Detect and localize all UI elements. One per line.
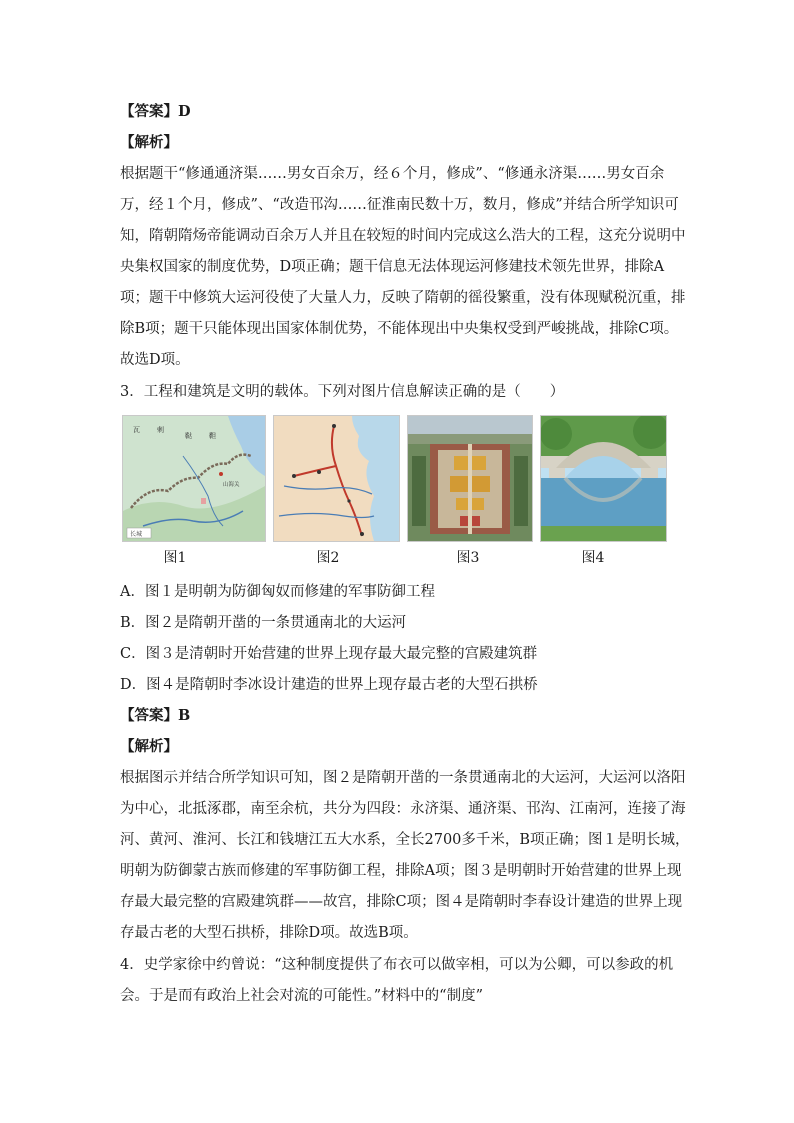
q2-analysis-line: 万，经１个月，修成”、“改造邗沟……征淮南民数十万，数月，修成”并结合所学知识可	[120, 197, 679, 213]
q3-analysis-line: 明朝为防御蒙古族而修建的军事防御工程，排除A项；图３是明朝时开始营建的世界上现	[120, 863, 682, 879]
q2-answer: 【答案】D	[120, 103, 191, 120]
q3-analysis-line: 为中心，北抵涿郡，南至余杭，共分为四段：永济渠、通济渠、邗沟、江南河，连接了海	[120, 801, 686, 817]
figure-2-grand-canal-map	[273, 415, 400, 542]
map-label: 剌	[157, 426, 164, 434]
q3-analysis-line: 存最大最完整的宫殿建筑群——故宫，排除C项；图４是隋朝时李春设计建造的世界上现	[120, 894, 683, 910]
map-label: 山海关	[223, 482, 240, 488]
q2-analysis-line: 除B项；题干只能体现出国家体制优势，不能体现出中央集权受到严峻挑战，排除C项。	[120, 321, 679, 337]
figure-1-caption: 图1	[163, 550, 187, 566]
q2-analysis-line: 故选D项。	[120, 352, 190, 368]
q2-analysis-line: 项；题干中修筑大运河役使了大量人力，反映了隋朝的徭役繁重，没有体现赋税沉重，排	[120, 290, 686, 306]
q3-stem: 3．工程和建筑是文明的载体。下列对图片信息解读正确的是（ ）	[120, 384, 565, 400]
q3-analysis-line: 河、黄河、淮河、长江和钱塘江五大水系，全长2700多千米，B项正确；图１是明长城，	[120, 832, 690, 848]
q3-analysis-line: 存最古老的大型石拱桥，排除D项。故选B项。	[120, 925, 418, 941]
q3-option-b: B．图２是隋朝开凿的一条贯通南北的大运河	[120, 615, 407, 631]
q3-option-d: D．图４是隋朝时李冰设计建造的世界上现存最古老的大型石拱桥	[120, 677, 538, 693]
map-label: 瓦	[133, 426, 140, 434]
figure-3-forbidden-city-photo	[407, 415, 533, 542]
q4-stem-line: 4．史学家徐中约曾说：“这种制度提供了布衣可以做宰相，可以为公卿，可以参政的机	[120, 957, 674, 973]
map-label: 鞑	[185, 432, 192, 440]
q2-analysis-line: 根据题干“修通通济渠……男女百余万，经６个月，修成”、“修通永济渠……男女百余	[120, 166, 665, 182]
figure-4-stone-arch-bridge-photo	[540, 415, 667, 542]
q3-option-c: C．图３是清朝时开始营建的世界上现存最大最完整的宫殿建筑群	[120, 646, 538, 662]
map-label: 靼	[209, 432, 216, 440]
figure-1-great-wall-map	[122, 415, 266, 542]
q3-analysis-label: 【解析】	[120, 738, 178, 755]
figure-2-caption: 图2	[316, 550, 340, 566]
q2-analysis-line: 央集权国家的制度优势，D项正确；题干信息无法体现运河修建技术领先世界，排除A	[120, 259, 665, 275]
q2-analysis-label: 【解析】	[120, 134, 178, 151]
map-legend: 长城	[130, 531, 143, 538]
q3-option-a: A．图１是明朝为防御匈奴而修建的军事防御工程	[120, 584, 435, 600]
q3-answer: 【答案】B	[120, 707, 191, 724]
q2-analysis-line: 知，隋朝隋炀帝能调动百余万人并且在较短的时间内完成这么浩大的工程，这充分说明中	[120, 228, 686, 244]
q3-analysis-line: 根据图示并结合所学知识可知，图２是隋朝开凿的一条贯通南北的大运河，大运河以洛阳	[120, 770, 686, 786]
figure-3-caption: 图3	[456, 550, 480, 566]
q4-stem-line: 会。于是而有政治上社会对流的可能性。”材料中的“制度”	[120, 988, 483, 1004]
figure-4-caption: 图4	[581, 550, 605, 566]
